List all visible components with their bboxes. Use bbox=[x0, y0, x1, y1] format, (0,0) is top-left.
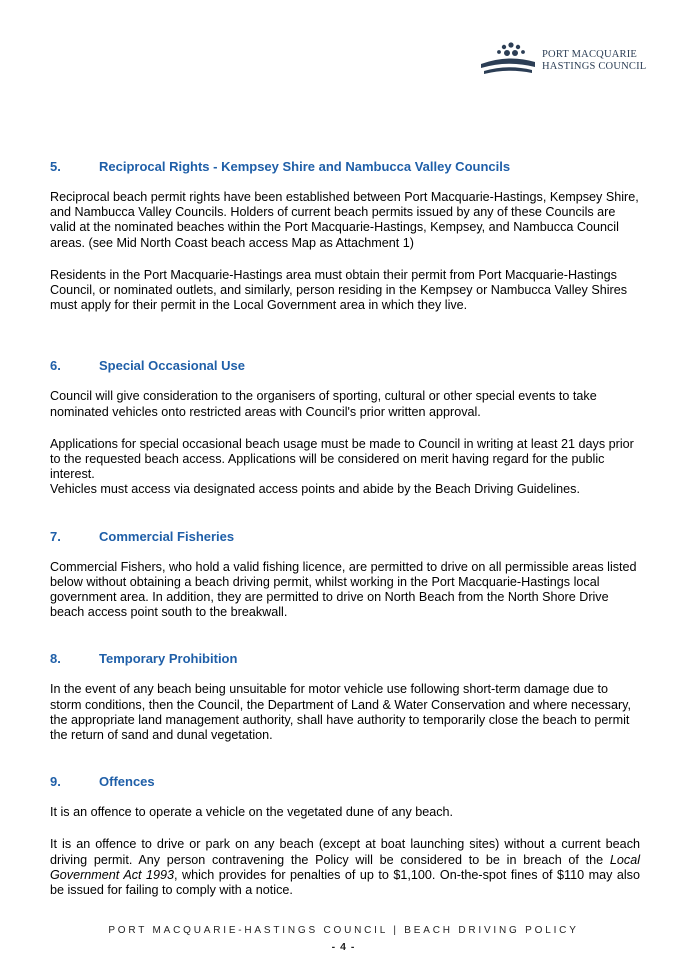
section-5-heading bbox=[50, 158, 640, 176]
section-title: Temporary Prohibition bbox=[99, 651, 238, 667]
council-logo bbox=[478, 40, 648, 80]
section-title: Special Occasional Use bbox=[99, 358, 245, 374]
section-number: 9. bbox=[50, 774, 61, 790]
footer-text: PORT MACQUARIE-HASTINGS COUNCIL | BEACH DRIVING POLICY bbox=[108, 925, 579, 936]
section-7-heading bbox=[50, 528, 640, 546]
paragraph bbox=[50, 837, 640, 898]
document-body bbox=[50, 158, 640, 898]
paragraph: Commercial Fishers, who hold a valid fishing licence, are permitted to drive on all permissible areas listed below without obtaining a beach driving permit, whilst working in the Port Macquarie-Hastings local government area. In addition, they are permitted to drive on North Beach from the North Shore Drive beach access point south to the breakwall. bbox=[50, 559, 637, 620]
section-number: 5. bbox=[50, 159, 61, 174]
section-6-heading bbox=[50, 357, 640, 375]
logo-line-2: HASTINGS COUNCIL bbox=[542, 61, 647, 72]
section-9-heading bbox=[50, 773, 640, 791]
section-title: Reciprocal Rights - Kempsey Shire and Nambucca Valley Councils bbox=[99, 159, 511, 174]
section-number: 7. bbox=[50, 528, 61, 544]
paragraph: Reciprocal beach permit rights have been established between Port Macquarie-Hastings, Kempsey Shire, and Nambucca Valley Councils. Holders of current beach permits issued by any of these Councils are valid at the nominated beaches within the Port Macquarie-Hastings, Kempsey, and Nambucca Council areas. (see Mid North Coast beach access Map as Attachment 1) bbox=[50, 190, 639, 250]
text-run: It is an offence to drive or park on any beach (except at boat launching sites) without a current beach driving permit. Any person contravening the Policy will be considered to be in breach of the bbox=[50, 837, 640, 867]
page-number: - 4 - bbox=[331, 941, 356, 953]
section-title: Commercial Fisheries bbox=[99, 528, 235, 544]
paragraph: In the event of any beach being unsuitable for motor vehicle use following short-term damage due to storm conditions, then the Council, the Department of Land & Water Conservation and where necessary, the appropriate land management authority, shall have authority to temporarily close the beach to permit the return of sand and dunal vegetation. bbox=[50, 682, 632, 743]
logo-line-1: PORT MACQUARIE bbox=[542, 49, 638, 60]
section-number: 8. bbox=[50, 651, 61, 667]
section-number: 6. bbox=[50, 358, 61, 374]
sun-wave-icon bbox=[478, 40, 538, 80]
paragraph: It is an offence to operate a vehicle on the vegetated dune of any beach. bbox=[50, 805, 454, 820]
section-title: Offences bbox=[99, 774, 155, 790]
paragraph: Council will give consideration to the organisers of sporting, cultural or other special events to take nominated vehicles onto restricted areas with Council's prior written approval. bbox=[50, 389, 597, 419]
paragraph: Applications for special occasional beach usage must be made to Council in writing at least 21 days prior to the requested beach access. Applications will be considered on merit having regard for the public interest. bbox=[50, 436, 634, 482]
act-title: Local Government Act 1993 bbox=[50, 852, 640, 882]
text-run: , which provides for penalties of up to $1,100. On-the-spot fines of $110 may also be issued for failing to comply with a notice. bbox=[50, 867, 640, 898]
paragraph: Residents in the Port Macquarie-Hastings area must obtain their permit from Port Macquarie-Hastings Council, or nominated outlets, and similarly, person residing in the Kempsey or Nambucca Valley Shires must apply for their permit in the Local Government area in which they live. bbox=[50, 267, 628, 313]
paragraph: Vehicles must access via designated access points and abide by the Beach Driving Guidelines. bbox=[50, 482, 580, 497]
section-8-heading bbox=[50, 650, 640, 668]
